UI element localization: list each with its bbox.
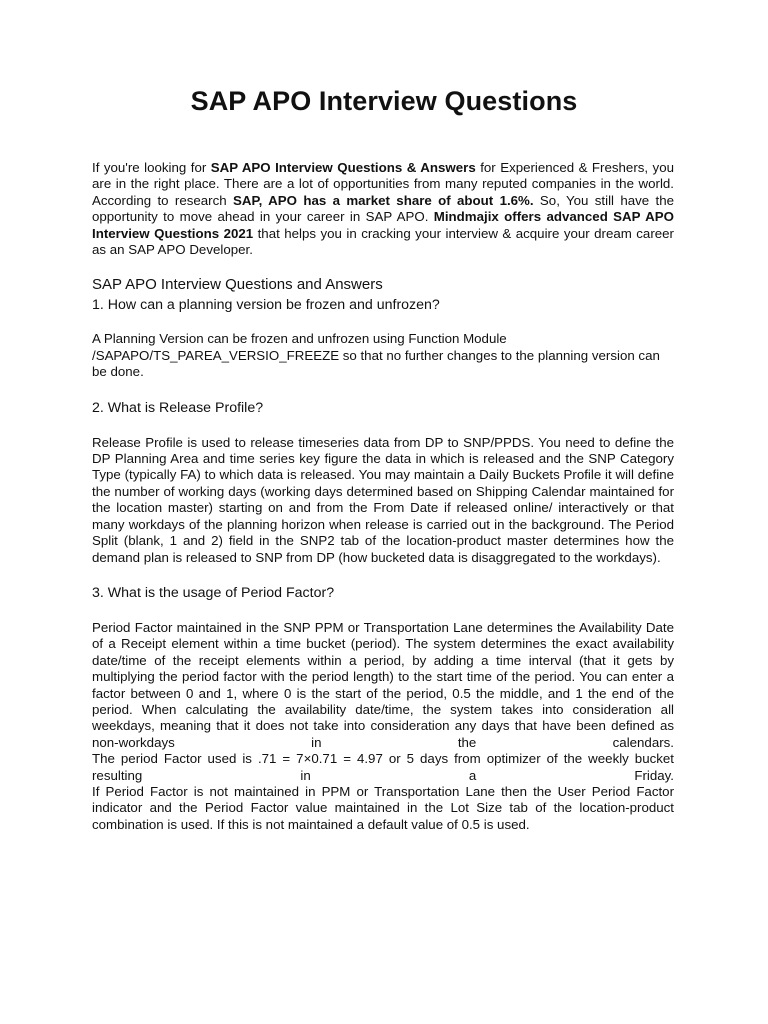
intro-paragraph bbox=[92, 160, 674, 258]
intro-text-2: for Experienced & Freshers, you are in the right place. There are a lot of opportunities from many reputed companies in the world. According to research bbox=[92, 160, 674, 208]
section-heading: SAP APO Interview Questions and Answers bbox=[92, 276, 383, 294]
intro-bold-1: SAP APO Interview Questions & Answers bbox=[210, 160, 476, 175]
intro-text-3: So, You still have the opportunity to move ahead in your career in SAP APO. bbox=[92, 192, 674, 225]
intro-text-1: If you're looking for bbox=[92, 160, 211, 175]
question-2: 2. What is Release Profile? bbox=[92, 399, 264, 416]
answer-1: A Planning Version can be frozen and unfrozen using Function Module /SAPAPO/TS_PAREA_VERSIO_FREEZE so that no further changes to the planning version can be done. bbox=[92, 331, 660, 380]
intro-text-4: that helps you in cracking your interview & acquire your dream career as an SAP APO Developer. bbox=[92, 225, 674, 258]
page-title: SAP APO Interview Questions bbox=[190, 86, 578, 116]
intro-bold-2: SAP, APO has a market share of about 1.6%. bbox=[233, 192, 534, 208]
question-1: 1. How can a planning version be frozen and unfrozen? bbox=[92, 297, 440, 314]
answer-2: Release Profile is used to release timeseries data from DP to SNP/PPDS. You need to define the DP Planning Area and time series key figure the data in which is released and the SNP Category Type (typically FA) to which data is released. You may maintain a Daily Buckets Profile it will define the number of working days (working days determined based on Shipping Calendar maintained for the location master) starting on and from the From Date if released online/ interactively or that many workdays of the planning horizon when release is carried out in the background. The Period Split (blank, 1 and 2) field in the SNP2 tab of the location-product master determines how the demand plan is released to SNP from DP (how bucketed data is disaggregated to the workdays). bbox=[92, 434, 674, 565]
answer-3-paragraph-2: The period Factor used is .71 = 7×0.71 = 4.97 or 5 days from optimizer of the weekly bucket resulting in a Friday. bbox=[92, 751, 674, 783]
answer-3-paragraph-1: Period Factor maintained in the SNP PPM or Transportation Lane determines the Availability Date of a Receipt element within a time bucket (period). The system determines the exact availability date/time of the receipt elements within a period, by adding a time interval (that it gets by multiplying the period factor with the period length) to the start time of the period. You can enter a factor between 0 and 1, where 0 is the start of the period, 0.5 the middle, and 1 the end of the period. When calculating the availability date/time, the system takes into consideration all weekdays, meaning that it does not take into consideration any days that have been defined as non-workdays in the calendars. bbox=[92, 619, 674, 750]
answer-3-paragraph-3: If Period Factor is not maintained in PPM or Transportation Lane then the User Period Factor indicator and the Period Factor value maintained in the Lot Size tab of the location-product combination is used. If this is not maintained a default value of 0.5 is used. bbox=[92, 783, 674, 832]
intro-bold-3: Mindmajix offers advanced SAP APO Interview Questions 2021 bbox=[92, 209, 674, 241]
answer-3 bbox=[92, 620, 674, 833]
document-body bbox=[92, 160, 674, 833]
question-3: 3. What is the usage of Period Factor? bbox=[92, 584, 335, 601]
